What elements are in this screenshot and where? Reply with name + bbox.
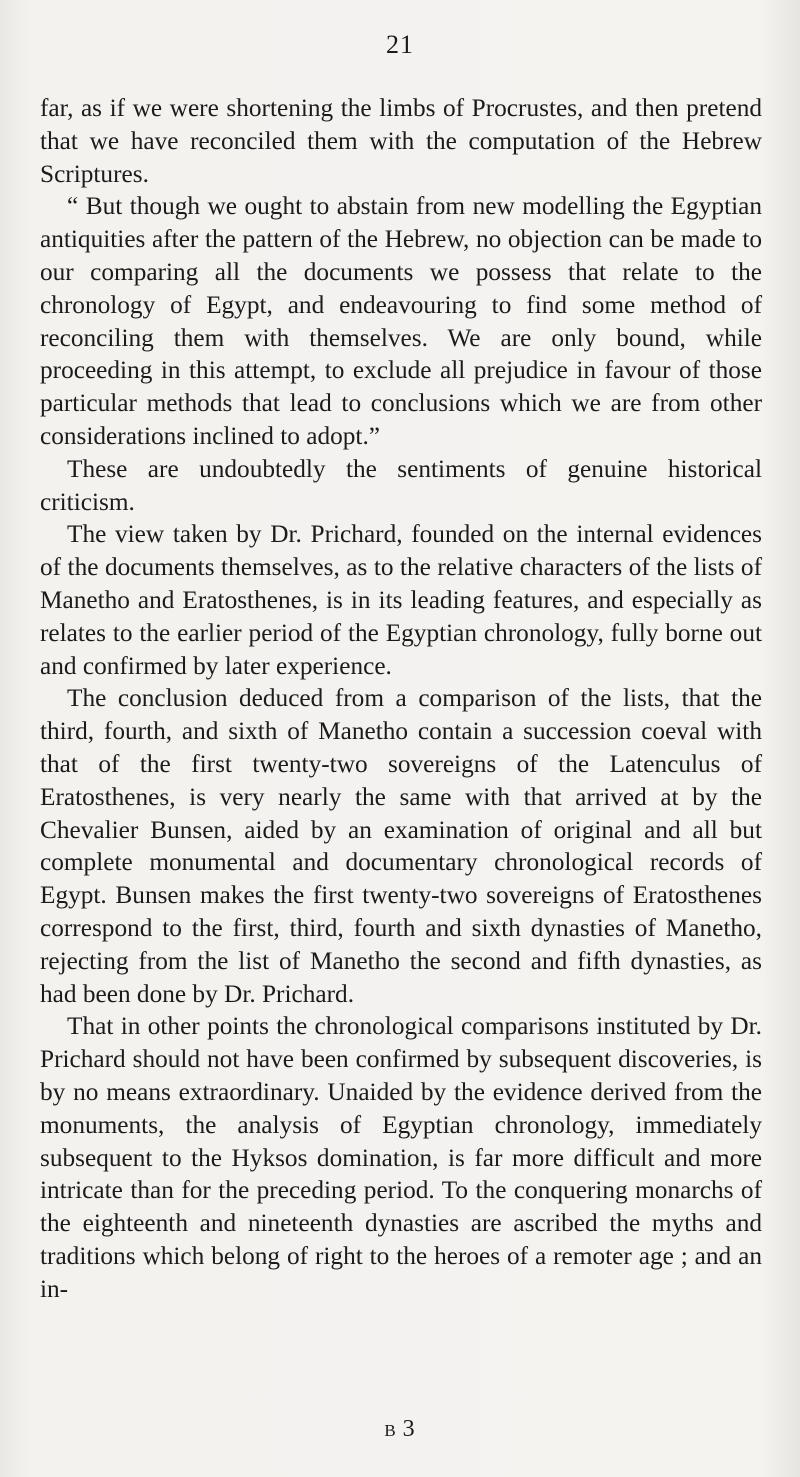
body-text [40,92,762,1305]
paragraph-5: The conclusion deduced from a comparison of the lists, that the third, fourth, and sixth of Manetho contain a succession coeval with that of the first twenty-two sovereigns of the Latenculus of Eratosthenes, is very nearly the same with that arrived at by the Chevalier Bunsen, aided by an examination of original and all but complete monumental and documentary chronological records of Egypt. Bunsen makes the first twenty-two sovereigns of Eratosthenes correspond to the first, third, fourth and sixth dynasties of Manetho, rejecting from the list of Manetho the second and fifth dynasties, as had been done by Dr. Prichard. [40,684,762,1008]
paragraph-3: These are undoubtedly the sentiments of genuine historical criticism. [40,454,762,516]
paragraph-4: The view taken by Dr. Prichard, founded on the internal evidences of the documents themselves, as to the relative characters of the lists of Manetho and Eratosthenes, is in its leading features, and especially as relates to the earlier period of the Egyptian chronology, fully borne out and confirmed by later experience. [40,520,762,680]
signature-letter: B [384,1421,398,1440]
paragraph-2: “ But though we ought to abstain from new modelling the Egyptian antiquities after the pattern of the Hebrew, no objection can be made to our comparing all the documents we possess that relate to the chronology of Egypt, and endeavouring to find some method of reconciling them with themselves. We are only bound, while proceeding in this attempt, to exclude all prejudice in favour of those particular methods that lead to conclusions which we are from other considerations inclined to adopt.” [40,192,762,450]
page-number: 21 [386,30,414,59]
paragraph-6: That in other points the chronological comparisons instituted by Dr. Prichard should not have been confirmed by subsequent discoveries, is by no means extraordinary. Unaided by the evidence derived from the monuments, the analysis of Egyptian chronology, immediately subsequent to the Hyksos domination, is far more difficult and more intricate than for the preceding period. To the conquering monarchs of the eighteenth and nineteenth dynasties are ascribed the myths and traditions which belong of right to the heroes of a remoter age ; and an in- [40,1012,762,1303]
signature-number: 3 [402,1416,416,1442]
signature-mark [0,1416,800,1443]
paragraph-1: far, as if we were shortening the limbs of Procrustes, and then pretend that we have reconciled them with the computation of the Hebrew Scriptures. [40,94,762,188]
